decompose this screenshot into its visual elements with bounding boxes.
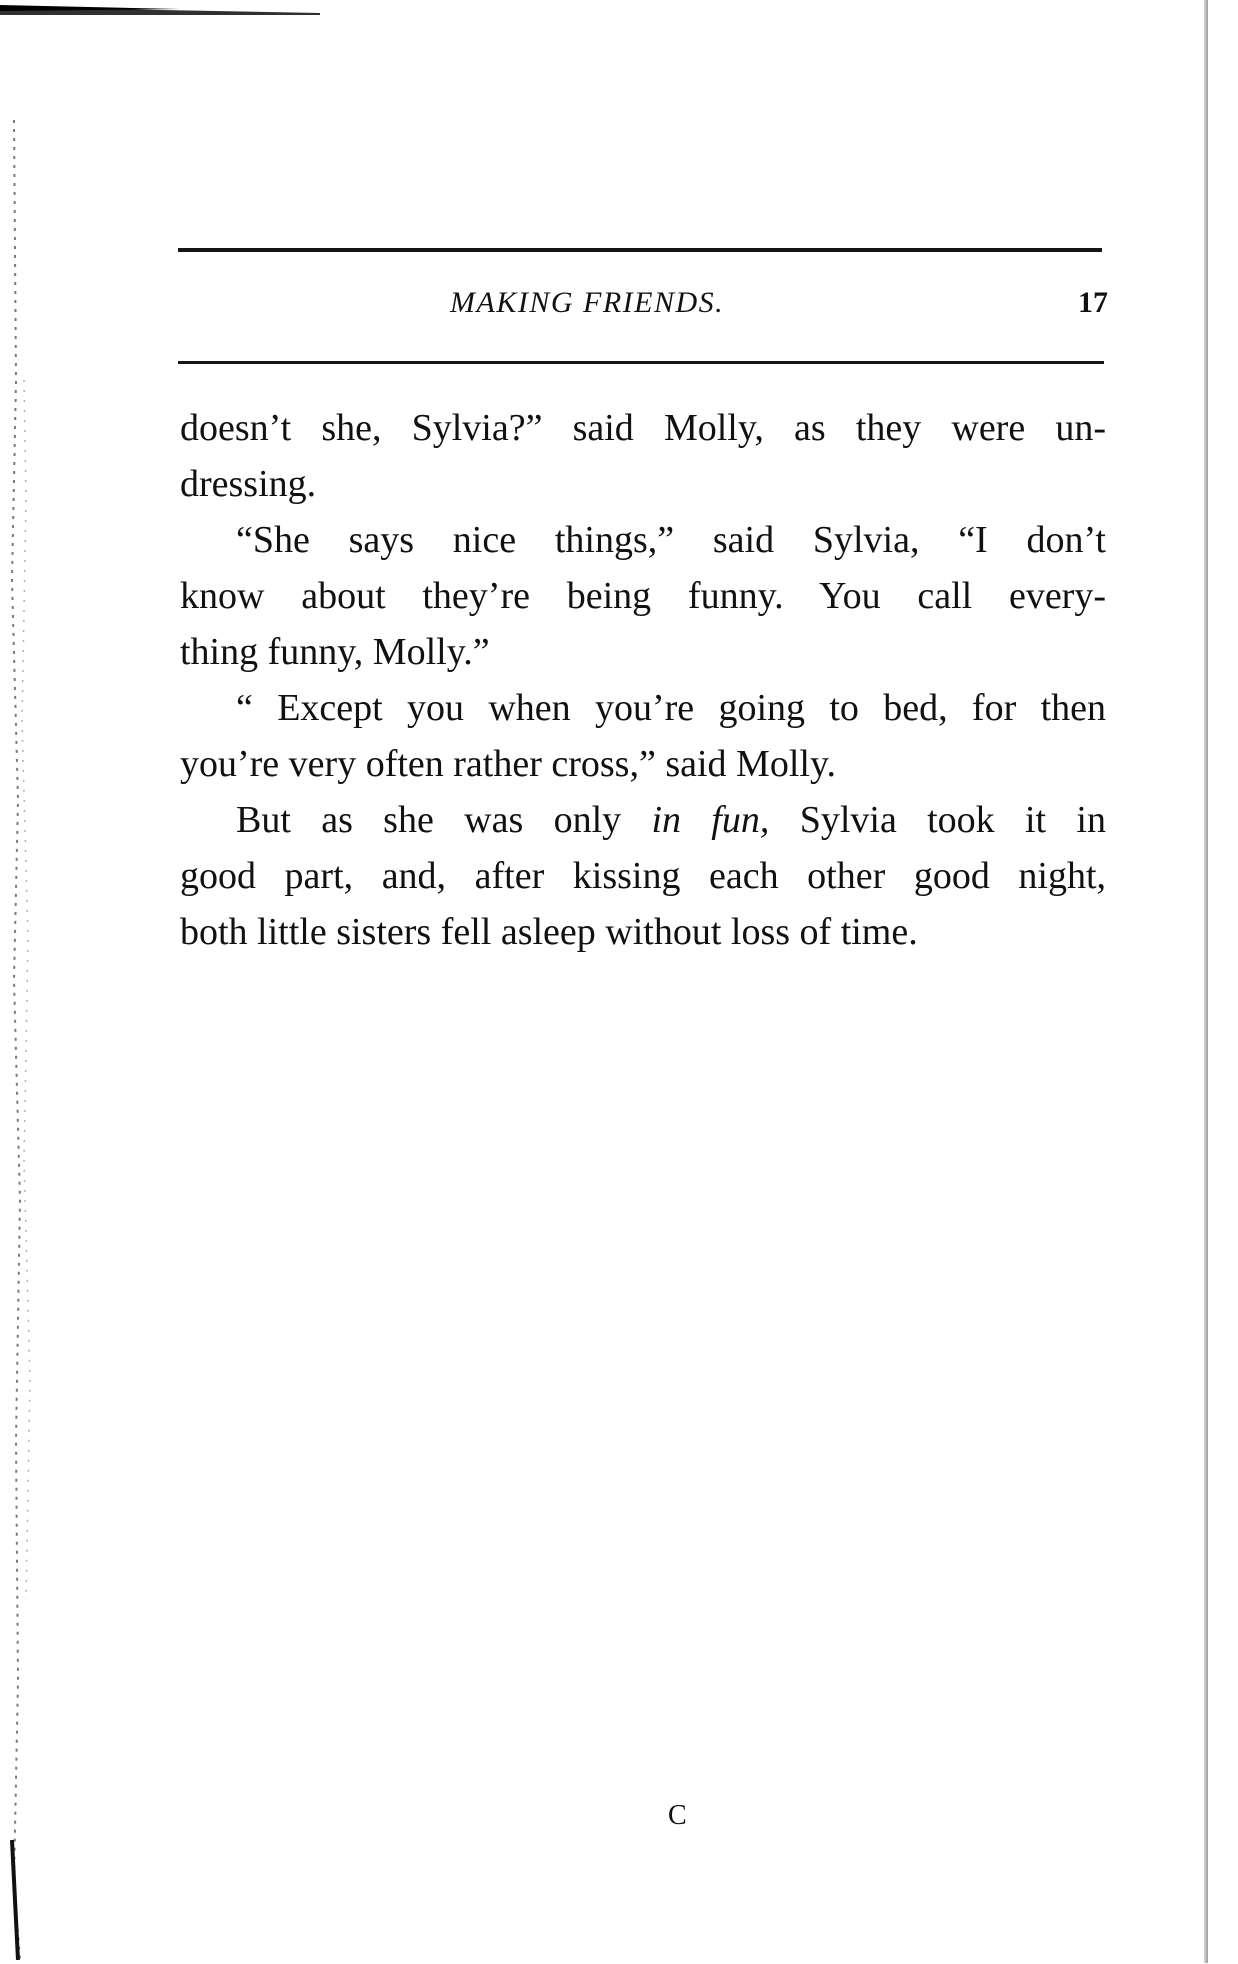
paragraph-1 [180,400,1106,512]
text-line: doesn’t she, Sylvia?” said Molly, as they were un- [180,407,1106,449]
text-line: dressing. [180,463,317,505]
text-line: “ Except you when you’re going to bed, for then [236,687,1106,729]
paragraph-3 [180,680,1106,792]
text-run: Sylvia took it in [769,799,1106,841]
signature-mark: C [668,1800,687,1831]
text-run: But as she was only [236,799,652,841]
scan-right-edge [1204,0,1208,1963]
scan-top-edge [0,0,320,10]
scan-binding-edge [8,80,34,1960]
text-line: know about they’re being funny. You call every- [180,575,1106,617]
text-line: “She says nice things,” said Sylvia, “I don’t [236,519,1106,561]
text-line: good part, and, after kissing each other good night, [180,855,1106,897]
header-bottom-rule [178,361,1104,364]
paragraph-4 [180,792,1106,960]
running-head: MAKING FRIENDS. [450,286,725,319]
text-line: thing funny, Molly.” [180,631,490,673]
italic-phrase: in fun, [651,799,770,841]
paragraph-2 [180,512,1106,680]
body-text [180,400,1106,960]
page-number: 17 [1078,286,1108,319]
text-line: both little sisters fell asleep without loss of time. [180,911,918,953]
text-line [180,792,1106,848]
text-line: you’re very often rather cross,” said Molly. [180,743,836,785]
header-top-rule [178,248,1102,252]
